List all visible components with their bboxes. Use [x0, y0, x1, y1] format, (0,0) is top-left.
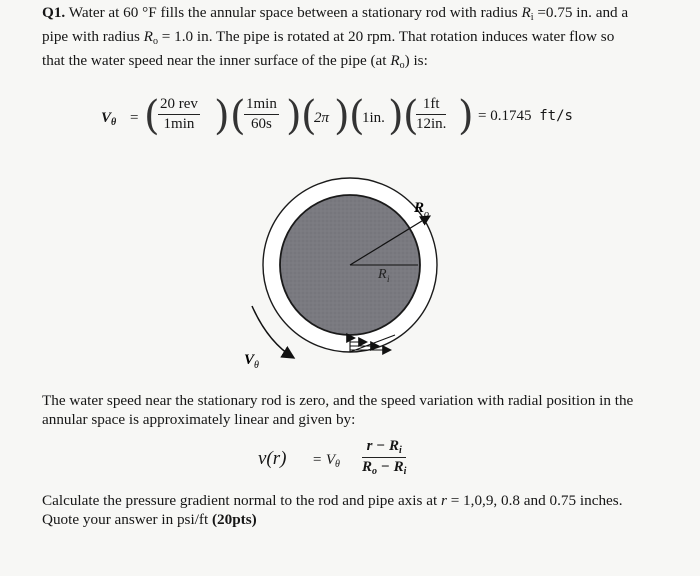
left-paren-1: ( — [144, 93, 160, 139]
task-line-2: Quote your answer in psi/ft (20pts) — [42, 511, 257, 528]
equation-lhs: $V_\theta$ — [101, 110, 117, 128]
task-paragraph — [42, 491, 692, 529]
velocity-profile-equation — [0, 436, 700, 484]
label-v-theta: V — [244, 352, 255, 368]
question-paragraph — [42, 3, 692, 75]
fraction-ft-per-in: $\frac{1ft}{12in.}$ — [416, 96, 447, 132]
profile-lhs: v(r) — [258, 448, 287, 469]
question-number: Q1. — [42, 4, 66, 21]
velocity-equation — [0, 90, 700, 150]
fraction-min-per-sec: 1min 60s — [246, 96, 277, 132]
label-ri: R — [378, 267, 387, 282]
left-paren-3: ( — [301, 93, 317, 139]
velocity-result: = 0.1745 ft/s — [478, 108, 573, 124]
right-paren-1: ) — [214, 93, 230, 139]
two-pi-factor: 2π — [314, 110, 330, 126]
one-inch-factor: 1in. — [362, 110, 385, 126]
left-paren-5: ( — [403, 93, 419, 139]
profile-rhs-coef: = $V_\theta$ — [312, 452, 340, 470]
right-paren-5: ) — [458, 93, 474, 139]
right-paren-2: ) — [286, 93, 302, 139]
profile-line-2: annular space is approximately linear and given by: — [42, 411, 356, 428]
label-ro-sub: o — [424, 209, 429, 220]
annulus-figure — [230, 168, 470, 378]
left-paren-2: ( — [230, 93, 246, 139]
profile-fraction: $\frac{r - R_i}{R_o - R_i}$ — [362, 438, 407, 477]
question-line-1: Q1. Water at 60 °F fills the annular space between a stationary rod with radius $R_i =0.75$ in. and a — [42, 4, 629, 23]
right-paren-4: ) — [388, 93, 404, 139]
label-v-theta-sub: θ — [254, 360, 259, 371]
points-label: (20pts) — [211, 511, 257, 528]
fraction-rev-per-min: 20 rev 1min — [160, 96, 198, 132]
question-line-2: pipe with radius $R_o = 1.0$ in. The pipe is rotated at 20 rpm. That rotation induces water flow so — [42, 28, 615, 47]
equals-sign: = — [130, 110, 139, 126]
label-ro: R — [414, 200, 425, 216]
left-paren-4: ( — [349, 93, 365, 139]
profile-description — [42, 391, 692, 429]
profile-line-1: The water speed near the stationary rod is zero, and the speed variation with radial position in the — [42, 392, 634, 409]
question-line-3: that the water speed near the inner surface of the pipe (at $R_o$) is: — [42, 52, 428, 71]
right-paren-3: ) — [334, 93, 350, 139]
task-line-1: Calculate the pressure gradient normal to the rod and pipe axis at r = 1,0,9, 0.8 and 0.75 inches. — [42, 492, 623, 509]
label-ri-sub: i — [387, 274, 390, 284]
